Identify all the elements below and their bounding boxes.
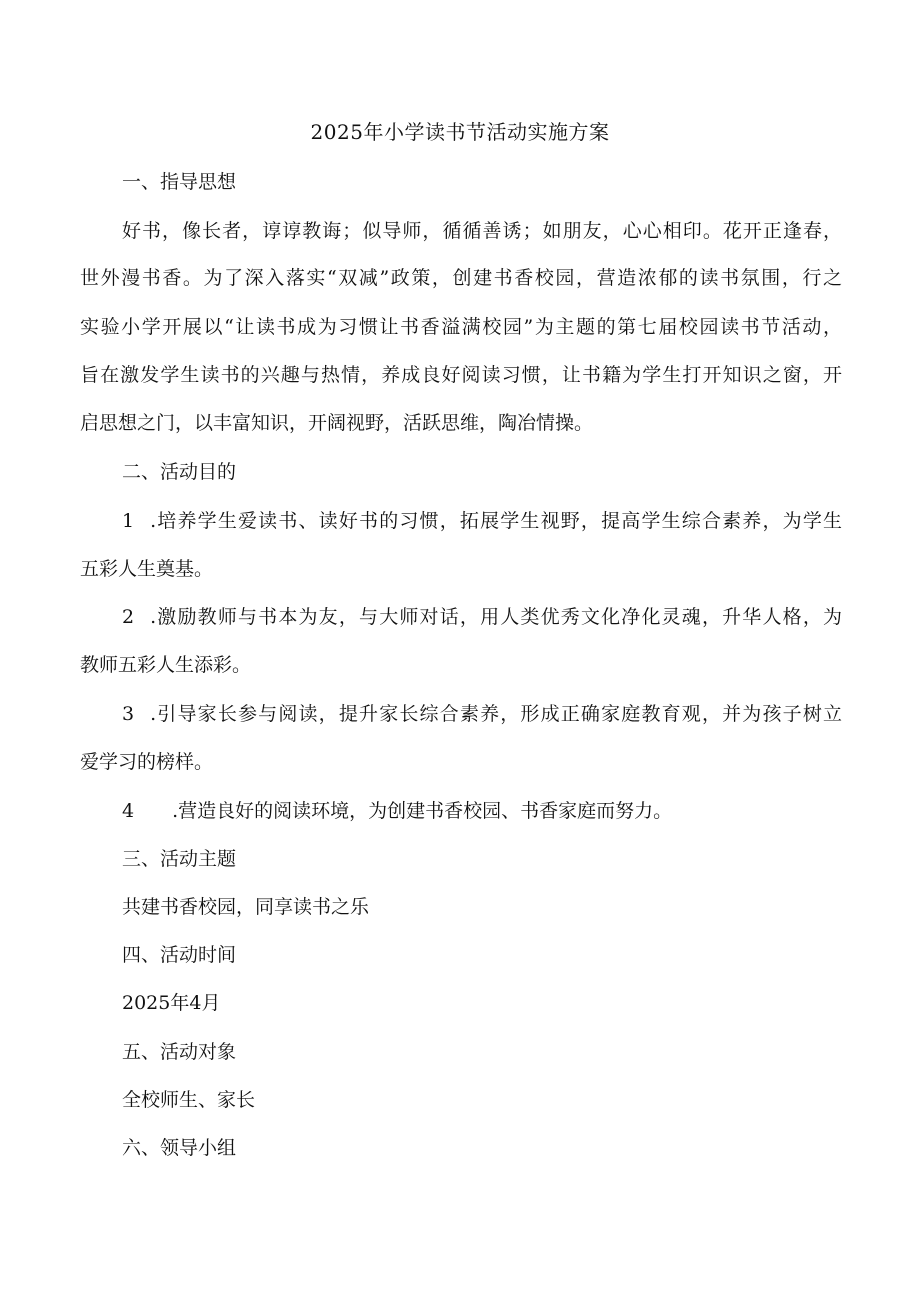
document-title: 2025年小学读书节活动实施方案 xyxy=(310,120,610,144)
activity-theme-text: 共建书香校园，同享读书之乐 xyxy=(122,896,370,918)
list-item-number: 4 xyxy=(122,800,135,822)
list-item-number: 2 xyxy=(122,606,135,628)
paragraph-line: 启思想之门，以丰富知识，开阔视野，活跃思维，陶冶情操。 xyxy=(80,412,594,434)
list-item xyxy=(122,700,842,728)
list-item xyxy=(122,507,842,535)
section-heading-activity-target: 五、活动对象 xyxy=(122,1041,237,1063)
paragraph-line: 实验小学开展以“让读书成为习惯让书香溢满校园”为主题的第七届校园读书节活动， xyxy=(80,316,842,338)
activity-time-text: 2025年4月 xyxy=(122,992,221,1014)
list-item xyxy=(122,603,842,631)
paragraph-line: 世外漫书香。为了深入落实“双减”政策，创建书香校园，营造浓郁的读书氛围，行之 xyxy=(80,267,842,289)
list-item-text: .培养学生爱读书、读好书的习惯，拓展学生视野，提高学生综合素养，为学生 xyxy=(150,510,842,532)
list-item-text: .引导家长参与阅读，提升家长综合素养，形成正确家庭教育观，并为孩子树立 xyxy=(150,703,842,725)
list-item-number: 1 xyxy=(122,510,135,532)
activity-target-text: 全校师生、家长 xyxy=(122,1089,256,1111)
section-heading-activity-theme: 三、活动主题 xyxy=(122,848,237,870)
section-heading-leadership-group: 六、领导小组 xyxy=(122,1137,237,1159)
list-item-continuation: 五彩人生奠基。 xyxy=(80,558,214,580)
section-heading-guiding-ideology: 一、指导思想 xyxy=(122,171,237,193)
paragraph-line: 旨在激发学生读书的兴趣与热情，养成良好阅读习惯，让书籍为学生打开知识之窗，开 xyxy=(80,364,842,386)
list-item-number: 3 xyxy=(122,703,135,725)
section-heading-activity-time: 四、活动时间 xyxy=(122,944,237,966)
paragraph-line: 好书，像长者，谆谆教诲；似导师，循循善诱；如朋友，心心相印。花开正逢春， xyxy=(122,220,842,242)
list-item-continuation: 教师五彩人生添彩。 xyxy=(80,654,252,676)
section-heading-activity-purpose: 二、活动目的 xyxy=(122,461,237,483)
list-item xyxy=(122,797,672,825)
list-item-continuation: 爱学习的榜样。 xyxy=(80,751,214,773)
list-item-text: .激励教师与书本为友，与大师对话，用人类优秀文化净化灵魂，升华人格，为 xyxy=(150,606,842,628)
list-item-text: .营造良好的阅读环境，为创建书香校园、书香家庭而努力。 xyxy=(172,800,673,822)
